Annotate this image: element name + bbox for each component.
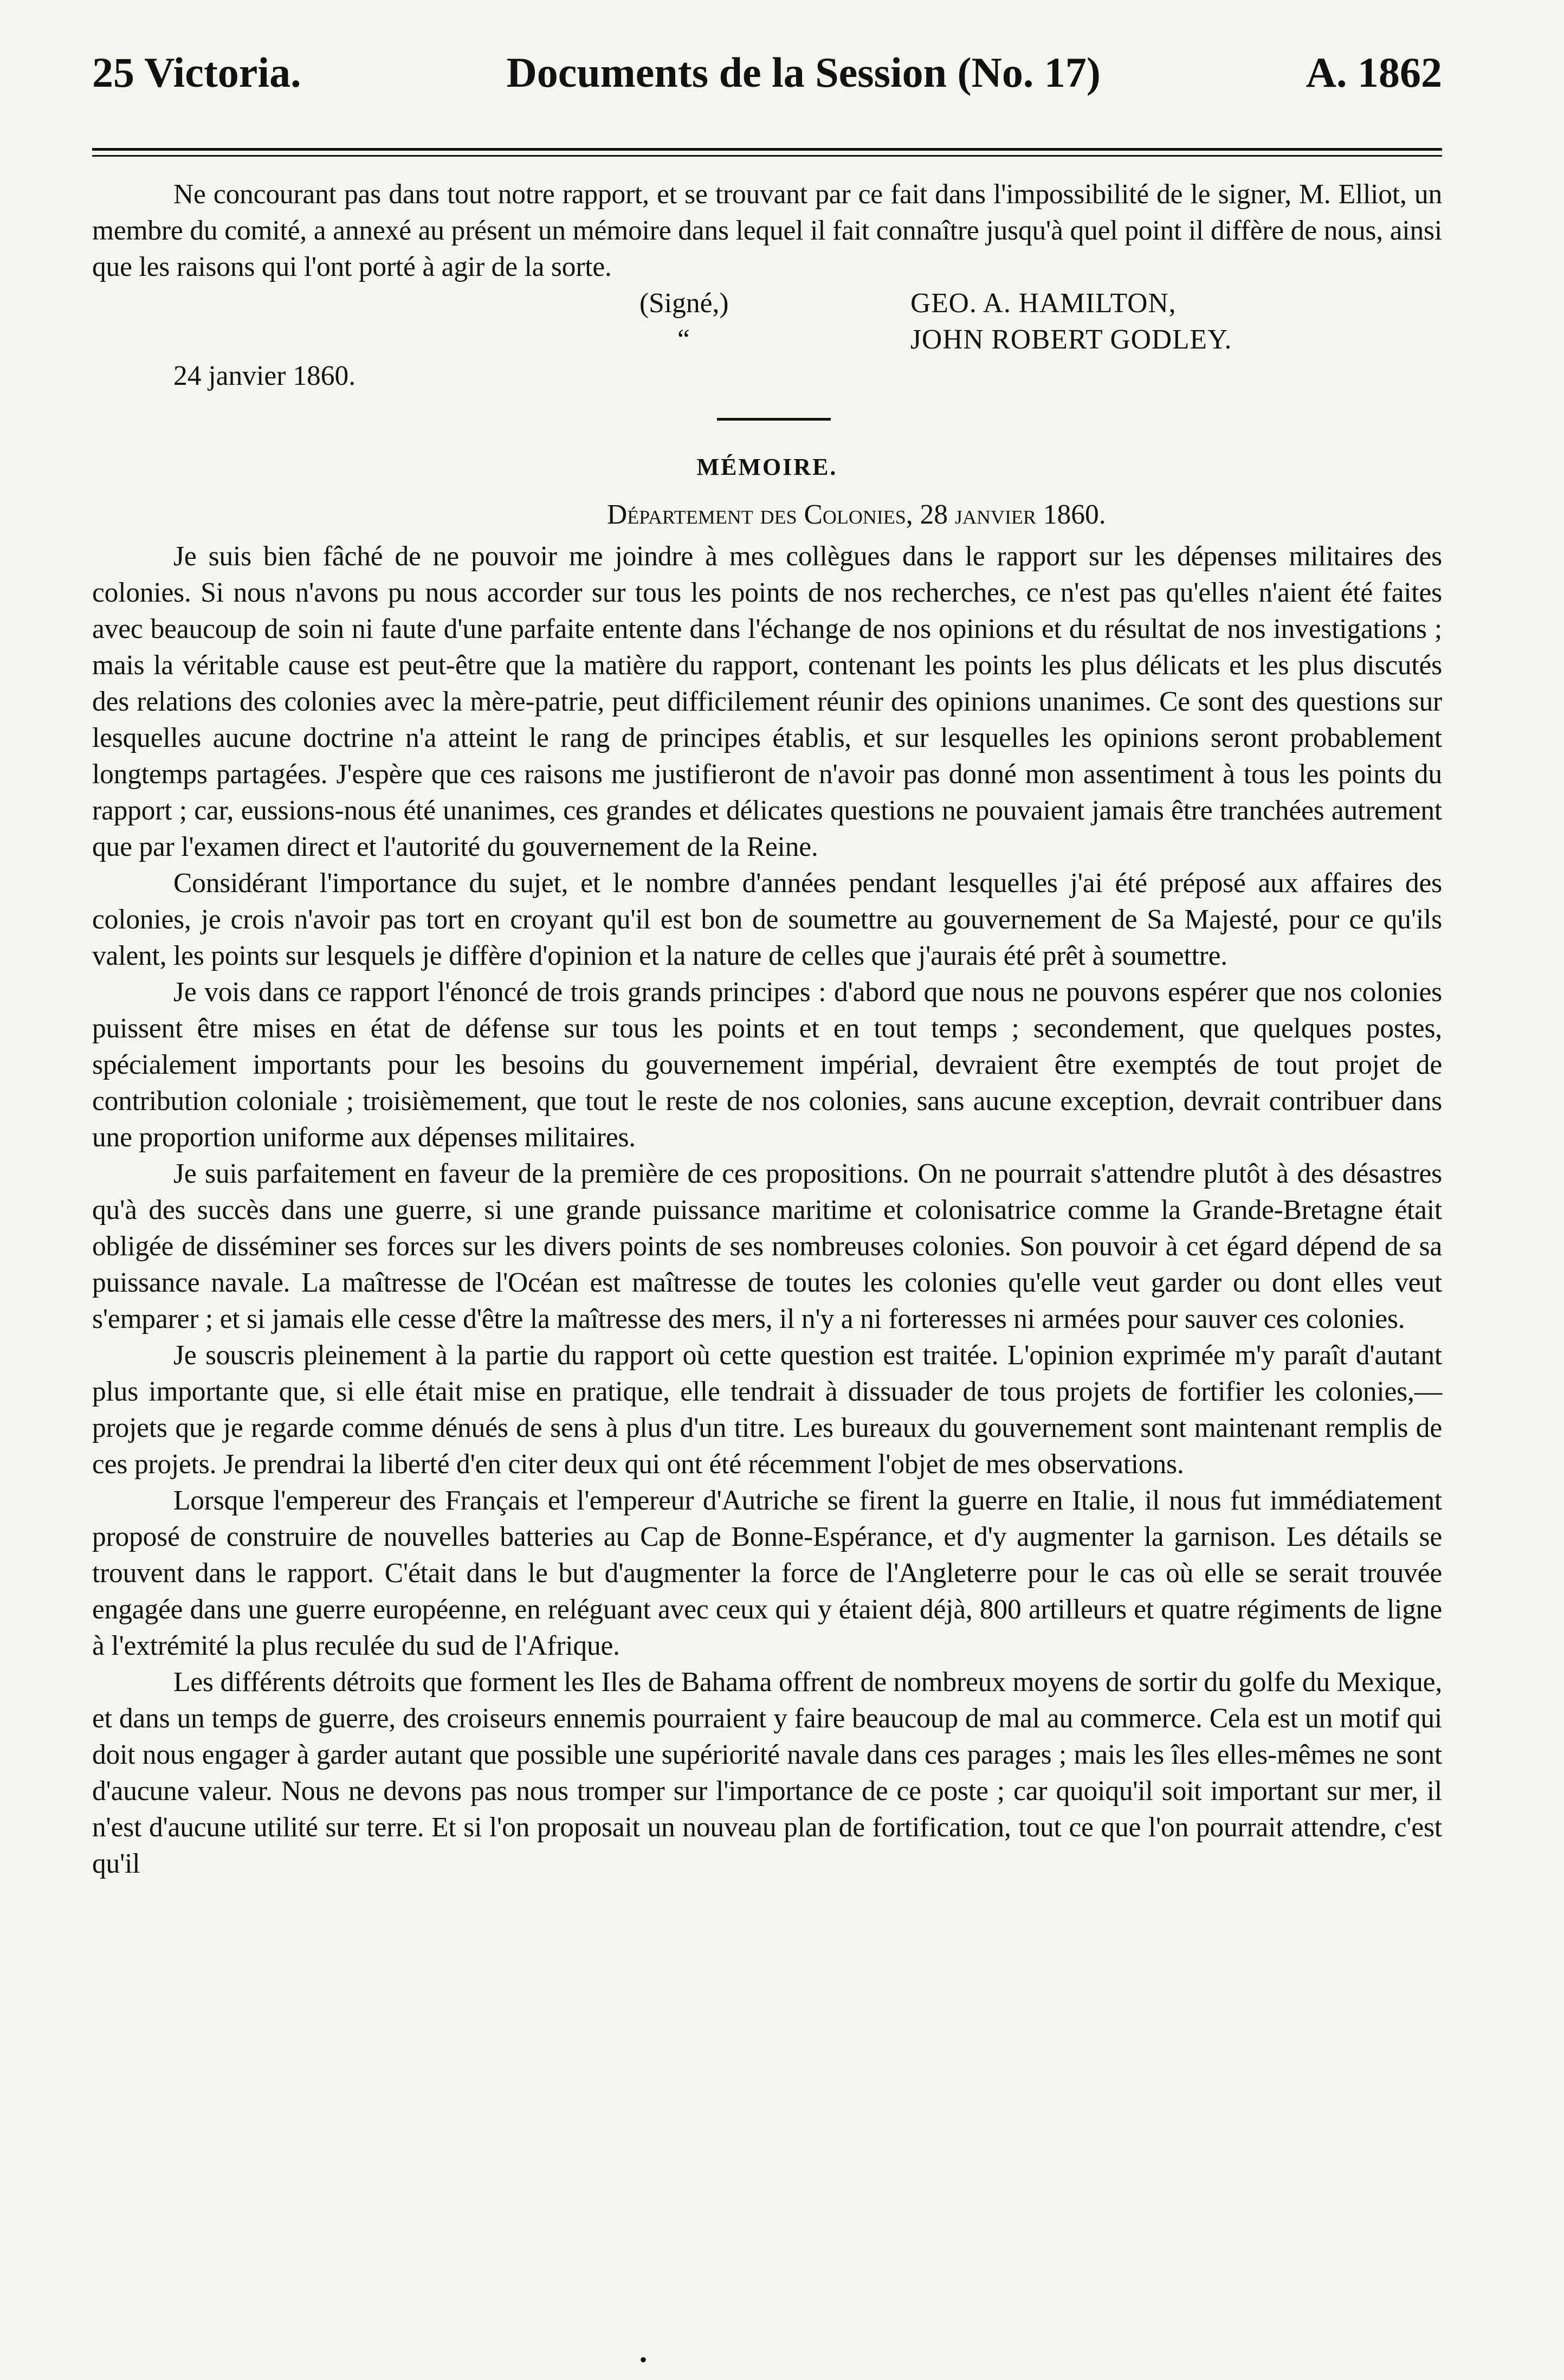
signatory-name-1: GEO. A. HAMILTON, — [910, 288, 1177, 319]
header-left: 25 Victoria. — [92, 49, 301, 96]
memoire-paragraph-2: Considérant l'importance du sujet, et le nombre d'années pendant lesquelles j'ai été préposé aux affaires des colonies, je crois n'avoir pas tort en croyant qu'il est bon de soumettre au gouvernement de Sa Majesté, pour ce qu'ils valent, les points sur lesquels je diffère d'opinion et la nature de celles que j'aurais été prêt à soumettre. — [92, 868, 1442, 971]
signed-label: (Signé,) — [639, 288, 729, 319]
section-divider — [717, 418, 831, 421]
running-header — [92, 51, 1442, 106]
memoire-paragraph-7: Les différents détroits que forment les Iles de Bahama offrent de nombreux moyens de sortir du golfe du Mexique, et dans un temps de guerre, des croiseurs ennemis pourraient y faire beaucoup de mal au commerce. Cela est un motif qui doit nous engager à garder autant que possible une supériorité navale dans ces parages ; mais les îles elles-mêmes ne sont d'aucune valeur. Nous ne devons pas nous tromper sur l'importance de ce poste ; car quoiqu'il soit important sur mer, il n'est d'aucune utilité sur terre. Et si l'on proposait un nouveau plan de fortification, tout ce que l'on pourrait attendre, c'est qu'il — [92, 1667, 1442, 1879]
report-date: 24 janvier 1860. — [173, 360, 356, 391]
footer-mark: • — [639, 2347, 648, 2372]
memoire-paragraph-4: Je suis parfaitement en faveur de la première de ces propositions. On ne pourrait s'attendre plutôt à des désastres qu'à des succès dans une guerre, si une grande puissance maritime et colonisatrice comme la Grande-Bretagne était obligée de disséminer ses forces sur les divers points de ses nombreuses colonies. Son pouvoir à cet égard dépend de sa puissance navale. La maîtresse de l'Océan est maîtresse de toutes les colonies qu'elle veut garder ou dont elles veut s'emparer ; et si jamais elle cesse d'être la maîtresse des mers, il n'y a ni forteresses ni armées pour sauver ces colonies. — [92, 1158, 1442, 1334]
intro-paragraph: Ne concourant pas dans tout notre rapport, et se trouvant par ce fait dans l'impossibilité de le signer, M. Elliot, un membre du comité, a annexé au présent un mémoire dans lequel il fait connaître jusqu'à quel point il diffère de nous, ainsi que les raisons qui l'ont porté à agir de la sorte. — [92, 179, 1442, 282]
signatory-name-2: JOHN ROBERT GODLEY. — [910, 324, 1232, 355]
memoire-paragraph-5: Je souscris pleinement à la partie du rapport où cette question est traitée. L'opinion exprimée m'y paraît d'autant plus importante que, si elle était mise en pratique, elle tendrait à dissuader de tous projets de fortifier les colonies,—projets que je regarde comme dénués de sens à plus d'un titre. Les bureaux du gouvernement sont maintenant remplis de ces projets. Je prendrai la liberté d'en citer deux qui ont été récemment l'objet de mes observations. — [92, 1340, 1442, 1480]
header-right: A. 1862 — [1306, 49, 1442, 96]
intro-section — [92, 176, 1442, 285]
memoire-paragraph-6: Lorsque l'empereur des Français et l'empereur d'Autriche se firent la guerre en Italie, il nous fut immédiatement proposé de construire de nouvelles batteries au Cap de Bonne-Espérance, et d'y augmenter la garnison. Les détails se trouvent dans le rapport. C'était dans le but d'augmenter la force de l'Angleterre pour le cas où elle se serait trouvée engagée dans une guerre européenne, en reléguant avec ceux qui y étaient déjà, 800 artilleurs et quatre régiments de ligne à l'extrémité la plus reculée du sud de l'Afrique. — [92, 1485, 1442, 1661]
department-dateline: Département des Colonies, 28 janvier 1860. — [607, 499, 1106, 530]
memoire-title: MÉMOIRE. — [696, 454, 838, 480]
memoire-paragraph-1: Je suis bien fâché de ne pouvoir me joindre à mes collègues dans le rapport sur les dépenses militaires des colonies. Si nous n'avons pu nous accorder sur tous les points de nos recherches, ce n'est pas qu'elles n'aient été faites avec beaucoup de soin ni faute d'une parfaite entente dans l'échange de nos opinions et du résultat de nos investigations ; mais la véritable cause est peut-être que la matière du rapport, contenant les points les plus délicats et les plus discutés des relations des colonies avec la mère-patrie, peut difficilement réunir des opinions unanimes. Ce sont des questions sur lesquelles aucune doctrine n'a atteint le rang de principes établis, et sur lesquelles les opinions seront probablement longtemps partagées. J'espère que ces raisons me justifieront de n'avoir pas donné mon assentiment à tous les points du rapport ; car, eussions-nous été unanimes, ces grandes et délicates questions ne pouvaient jamais être tranchées autrement que par l'examen direct et l'autorité du gouvernement de la Reine. — [92, 541, 1442, 862]
header-center: Documents de la Session (No. 17) — [506, 49, 1101, 96]
signature-block — [92, 285, 1442, 358]
header-double-rule — [92, 148, 1442, 157]
ditto-mark: “ — [677, 324, 690, 355]
memoire-body — [92, 538, 1442, 1882]
memoire-paragraph-3: Je vois dans ce rapport l'énoncé de trois grands principes : d'abord que nous ne pouvons espérer que nos colonies puissent être mises en état de défense sur tous les points et en tout temps ; secondement, que quelques postes, spécialement importants pour les besoins du gouvernement impérial, devraient être exemptés de tout projet de contribution coloniale ; troisièmement, que tout le reste de nos colonies, sans aucune exception, devrait contribuer dans une proportion uniforme aux dépenses militaires. — [92, 977, 1442, 1153]
